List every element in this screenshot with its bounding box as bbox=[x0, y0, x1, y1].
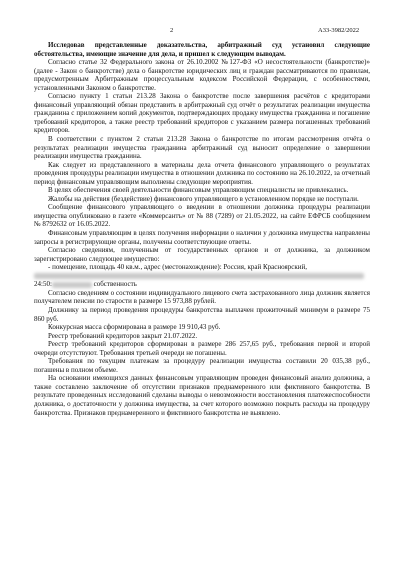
redacted-text bbox=[52, 282, 92, 288]
paragraph: На основании имеющихся данных финансовым управляющим проведен финансовый анализ должника, а также составлено заключение об отсутствии признаков преднамеренного или фиктивного банкротства. В результате проведенных исследований сделаны выводы о невозможности восстановления платежеспособности должника, о достаточности у должника имущества, за счет которого возможно покрыть расходы на процедуру банкротства. Признаков преднамеренного и фиктивного банкротства не выявлено. bbox=[34, 374, 370, 417]
paragraph: Финансовым управляющим в целях получения информации о наличии у должника имущества направлены запросы в регистрирующие органы, получены соответствующие ответы. bbox=[34, 229, 370, 246]
case-number: А33-3982/2022 bbox=[318, 27, 360, 34]
redacted-address-line bbox=[34, 272, 370, 281]
paragraph: Сообщение финансового управляющего о введении в отношении должника процедуры реализации имущества опубликовано в газете «Коммерсантъ» от № 88 (7289) от 21.05.2022, на сайте ЕФРСБ сообщением № 8792632 от 16.05.2022. bbox=[34, 203, 370, 229]
paragraph: В соответствии с пунктом 2 статьи 213.28 Закона о банкротстве по итогам рассмотрения отчёта о результатах реализации имущества гражданина арбитражный суд выносит определение о завершении реализации имущества гражданина. bbox=[34, 135, 370, 161]
paragraph: Должнику за период проведения процедуры банкротства выплачен прожиточный минимум в размере 75 860 руб. bbox=[34, 305, 370, 323]
paragraph: Конкурсная масса сформирована в размере 19 910,43 руб. bbox=[48, 323, 221, 332]
redacted-cadastral-line bbox=[34, 280, 370, 289]
redacted-text bbox=[34, 273, 364, 279]
paragraph: Требования по текущим платежам за процедуру реализации имущества составили 20 035,38 руб., погашены в полном объеме. bbox=[34, 357, 370, 374]
paragraph: Согласно пункту 1 статьи 213.28 Закона о банкротстве после завершения расчётов с кредиторами финансовый управляющий обязан представить в арбитражный суд отчёт о результатах реализации имущества гражданина с приложением копий документов, подтверждающих продажу имущества гражданина и погашение требований кредиторов, а также реестр требований кредиторов с указанием размера погашенных требований кредиторов. bbox=[34, 92, 370, 135]
paragraph: Реестр требований кредиторов сформирован в размере 286 257,65 руб., требования первой и второй очереди отсутствуют. Требования третьей очереди не погашены. bbox=[34, 340, 370, 357]
cadastral-prefix: 24:50: bbox=[34, 280, 52, 289]
property-line-lead: - помещение, площадь 40 кв.м., адрес (местонахождение): Россия, край Красноярский, bbox=[48, 263, 307, 272]
paragraph: Согласно сведениям о состоянии индивидуального лицевого счета застрахованного лица должник является получателем пенсии по старости в размере 15 973,88 рублей. bbox=[34, 288, 370, 306]
paragraph: Жалобы на действия (бездействие) финансового управляющего в установленном порядке не поступали. bbox=[48, 194, 359, 203]
document-body bbox=[34, 41, 370, 417]
property-ownership: собственность bbox=[93, 280, 137, 289]
property-line bbox=[34, 263, 370, 272]
paragraph: Согласно статье 32 Федерального закона от 26.10.2002 №127-ФЗ «О несостоятельности (банкротстве)» (далее - Закон о банкротстве) дела о банкротстве юридических лиц и граждан рассматриваются по правилам, предусмотренным Арбитражным процессуальным кодексом Российской Федерации, с особенностями, установленными Законом о банкротстве. bbox=[34, 58, 370, 92]
paragraph: Реестр требований кредиторов закрыт 21.07.2022. bbox=[48, 331, 198, 340]
paragraph: Исследовав представленные доказательства, арбитражный суд установил следующие обстоятельства, имеющие значение для дела, и пришел к следующим выводам. bbox=[34, 41, 370, 58]
paragraph: Согласно сведениям, полученным от государственных органов и от должника, за должником зарегистрировано следующее имущество: bbox=[34, 246, 370, 263]
paragraph: В целях обеспечения своей деятельности финансовым управляющим специалисты не привлекались. bbox=[48, 186, 349, 195]
page-number: 2 bbox=[170, 27, 174, 34]
paragraph: Как следует из представленного в материалы дела отчета финансового управляющего о результатах проведения процедуры реализации имущества в отношении должника по состоянию на 26.10.2022, за отчетный период финансовым управляющим выполнены следующие мероприятия. bbox=[34, 160, 370, 186]
